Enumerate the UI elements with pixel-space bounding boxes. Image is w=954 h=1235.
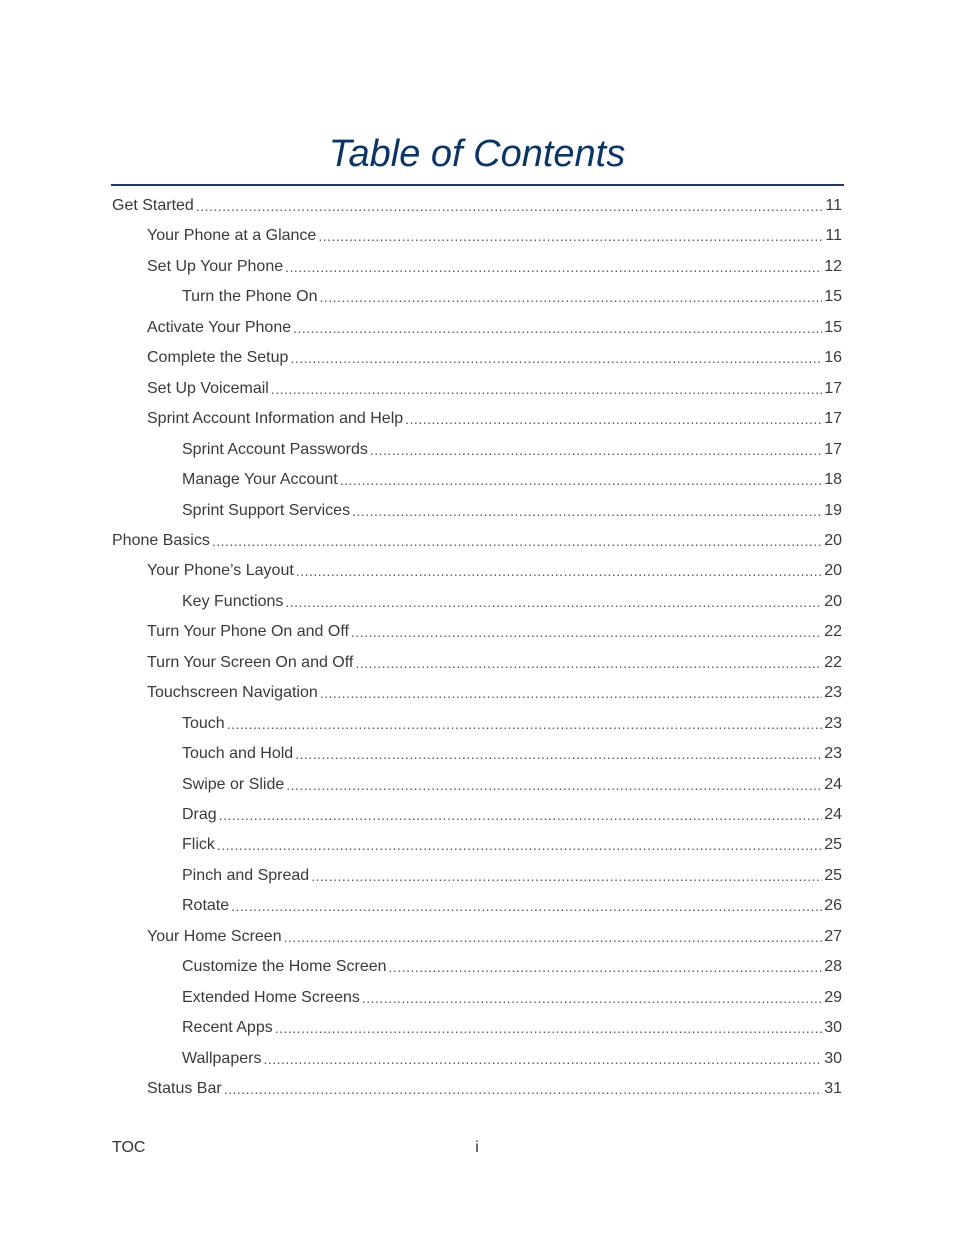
toc-entry-page: 29 [824,988,842,1006]
toc-entry[interactable] [182,770,842,800]
toc-entry[interactable] [182,1044,842,1074]
toc-entry-page: 30 [824,1049,842,1067]
toc-entry-label: Touchscreen Navigation [147,684,318,702]
toc-entry-page: 30 [824,1019,842,1037]
toc-dot-leader [275,1018,822,1038]
toc-entry-page: 20 [824,562,842,580]
toc-entry-label: Your Phone’s Layout [147,562,294,580]
toc-entry[interactable] [112,191,842,221]
toc-dot-leader [227,714,823,734]
toc-entry-label: Turn Your Screen On and Off [147,653,354,671]
toc-entry[interactable] [182,282,842,312]
toc-entry-page: 11 [825,227,842,245]
toc-dot-leader [351,622,822,642]
toc-entry-label: Turn Your Phone On and Off [147,623,349,641]
toc-entry-label: Drag [182,806,217,823]
toc-entry-page: 22 [824,653,842,671]
toc-entry-label: Your Home Screen [147,927,282,945]
toc-dot-leader [352,501,822,521]
toc-entry-label: Touch and Hold [182,745,294,763]
toc-entry-page: 24 [824,806,842,823]
toc-entry-page: 20 [824,592,842,610]
toc-entry-page: 17 [824,379,842,397]
toc-entry-page: 19 [824,501,842,519]
toc-dot-leader [389,957,823,977]
toc-entry[interactable] [182,435,842,465]
toc-entry-page: 17 [824,440,842,458]
toc-entry-label: Rotate [182,897,230,915]
toc-dot-leader [320,683,822,703]
toc-entry-label: Flick [182,836,215,854]
toc-entry-page: 25 [824,836,842,854]
toc-entry[interactable] [112,526,842,556]
toc-entry[interactable] [147,252,842,282]
toc-dot-leader [370,440,822,460]
toc-entry-page: 23 [824,684,842,702]
toc-entry-label: Customize the Home Screen [182,958,387,976]
toc-entry[interactable] [182,465,842,495]
toc-entry[interactable] [147,343,842,373]
toc-entry[interactable] [182,496,842,526]
toc-dot-leader [296,561,822,581]
page-title: Table of Contents [328,133,626,175]
toc-dot-leader [212,531,822,551]
toc-entry-label: Sprint Support Services [182,501,351,519]
toc-entry-page: 15 [824,318,842,336]
toc-entry-page: 11 [825,197,842,214]
toc-entry[interactable] [182,952,842,982]
toc-dot-leader [231,896,822,916]
toc-entry[interactable] [147,313,842,343]
toc-entry-label: Pinch and Spread [182,866,310,884]
toc-entry-page: 28 [824,958,842,976]
toc-entry-label: Sprint Account Information and Help [147,410,404,428]
toc-dot-leader [295,744,822,764]
toc-entry[interactable] [182,709,842,739]
toc-entry[interactable] [147,922,842,952]
toc-entry-label: Complete the Setup [147,349,289,367]
toc-dot-leader [196,196,824,216]
toc-entry[interactable] [147,617,842,647]
toc-entry[interactable] [147,648,842,678]
footer-section-label: TOC [112,1139,146,1156]
toc-dot-leader [340,470,823,490]
toc-entry[interactable] [147,221,842,251]
toc-entry[interactable] [182,1013,842,1043]
toc-entry[interactable] [182,830,842,860]
toc-entry-label: Manage Your Account [182,471,338,489]
toc-dot-leader [271,379,822,399]
toc-entry-label: Recent Apps [182,1019,273,1037]
toc-entry-label: Sprint Account Passwords [182,440,368,458]
footer-page-number: i [475,1139,479,1156]
toc-entry[interactable] [147,556,842,586]
toc-dot-leader [285,592,822,612]
toc-entry-label: Set Up Voicemail [147,379,269,397]
toc-entry-page: 23 [824,745,842,763]
toc-entry-label: Wallpapers [182,1049,262,1067]
toc-entry-label: Swipe or Slide [182,775,285,793]
title-divider [111,184,844,186]
toc-entry-page: 26 [824,897,842,915]
toc-dot-leader [286,775,822,795]
toc-entry[interactable] [182,800,842,830]
toc-entry-label: Set Up Your Phone [147,257,284,275]
toc-entry-page: 23 [824,714,842,732]
toc-dot-leader [290,348,822,368]
toc-dot-leader [318,226,823,246]
toc-entry-page: 22 [824,623,842,641]
toc-entry[interactable] [182,983,842,1013]
toc-dot-leader [224,1079,823,1099]
toc-entry-label: Key Functions [182,592,284,610]
toc-entry-label: Turn the Phone On [182,288,318,306]
toc-entry-label: Get Started [112,197,194,214]
toc-entry-page: 20 [824,531,842,549]
toc-entry[interactable] [147,1074,842,1104]
toc-dot-leader [219,805,823,825]
toc-dot-leader [320,287,823,307]
toc-entry-page: 24 [824,775,842,793]
toc-entry[interactable] [182,587,842,617]
toc-entry-page: 18 [824,471,842,489]
toc-entry-page: 15 [824,288,842,306]
toc-dot-leader [293,318,822,338]
toc-entry-page: 31 [824,1080,842,1098]
toc-dot-leader [405,409,822,429]
toc-dot-leader [263,1049,822,1069]
toc-entry[interactable] [147,678,842,708]
toc-dot-leader [355,653,822,673]
toc-entry-label: Touch [182,714,225,732]
toc-entry-page: 27 [824,927,842,945]
toc-entry[interactable] [147,374,842,404]
toc-dot-leader [362,988,822,1008]
toc-entry-label: Your Phone at a Glance [147,227,317,245]
toc-entry-page: 16 [824,349,842,367]
toc-entry-label: Activate Your Phone [147,318,292,336]
toc-dot-leader [285,257,822,277]
toc-entry-page: 12 [824,257,842,275]
toc-entry-label: Phone Basics [112,531,210,549]
toc-dot-leader [284,927,823,947]
toc-entry[interactable] [182,739,842,769]
toc-entry-page: 17 [824,410,842,428]
toc-dot-leader [311,866,822,886]
toc-entry[interactable] [182,861,842,891]
toc-entry-page: 25 [824,866,842,884]
toc-entry[interactable] [147,404,842,434]
toc-entry[interactable] [182,891,842,921]
toc-entry-label: Extended Home Screens [182,988,360,1006]
toc-dot-leader [217,835,822,855]
toc-entry-label: Status Bar [147,1080,222,1098]
